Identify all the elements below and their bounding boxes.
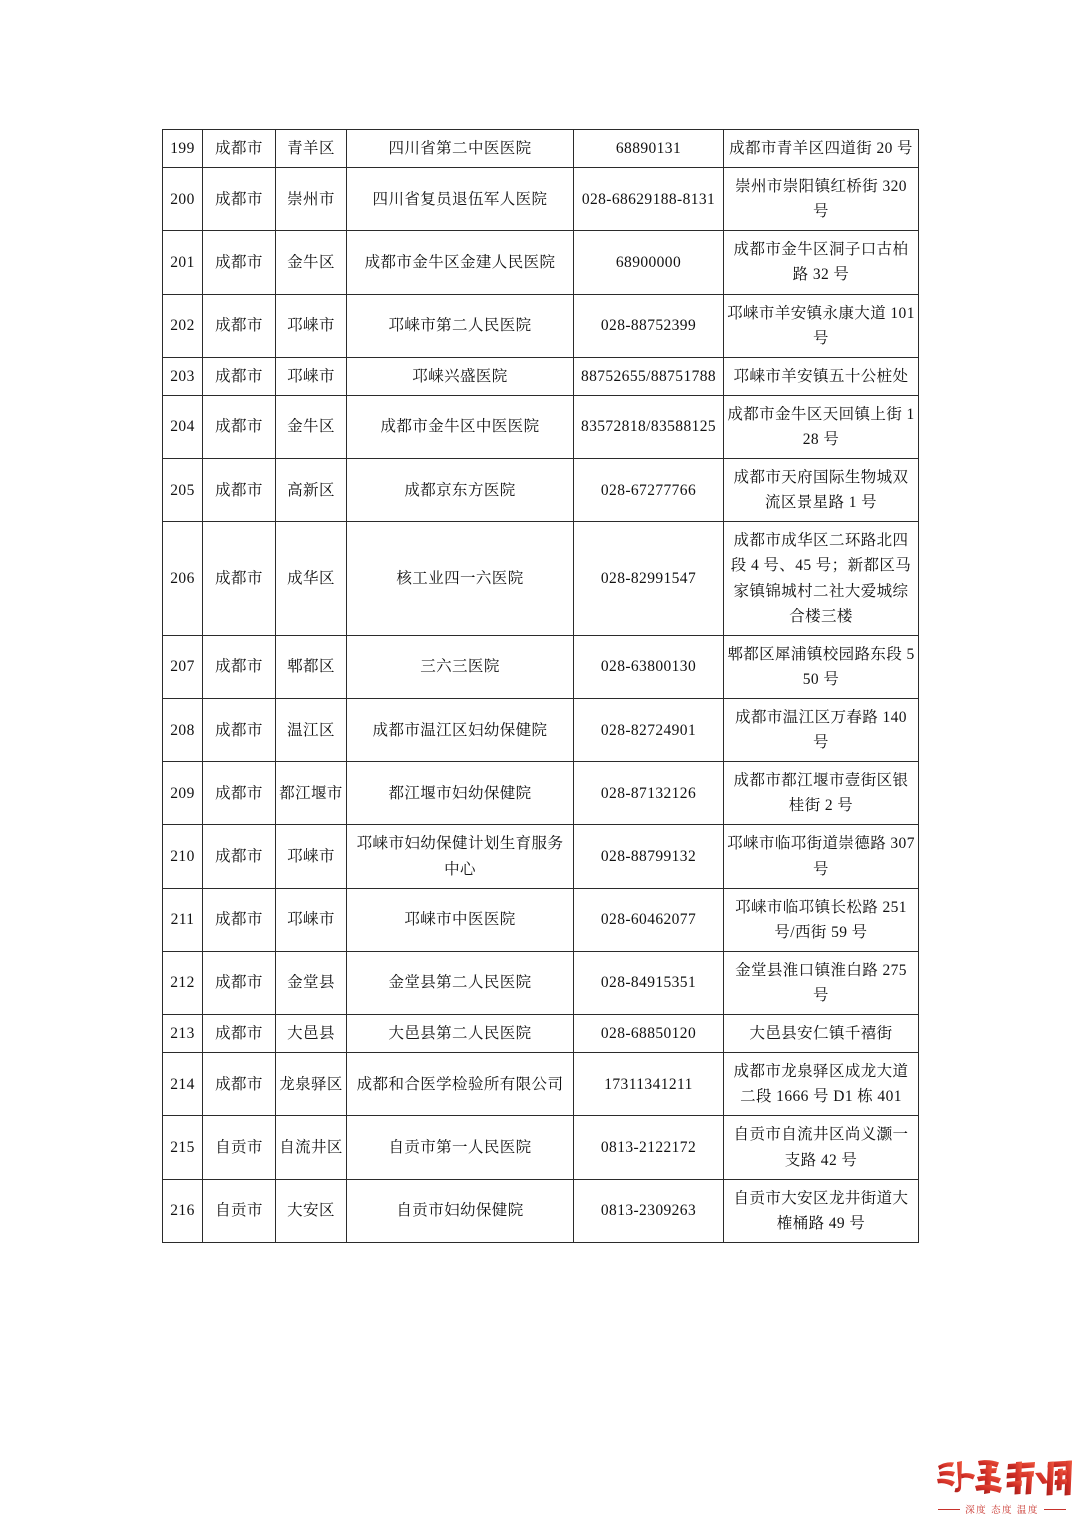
row-index: 201 — [163, 231, 203, 294]
row-facility-name: 核工业四一六医院 — [347, 522, 574, 635]
row-facility-name: 三六三医院 — [347, 635, 574, 698]
row-address: 自贡市自流井区尚义灏一支路 42 号 — [724, 1116, 919, 1179]
row-facility-name: 大邑县第二人民医院 — [347, 1015, 574, 1053]
table-row — [163, 357, 919, 395]
row-index: 206 — [163, 522, 203, 635]
row-phone: 17311341211 — [574, 1053, 724, 1116]
table-row — [163, 888, 919, 951]
table-row — [163, 825, 919, 888]
row-address: 崇州市崇阳镇红桥街 320 号 — [724, 168, 919, 231]
table-row — [163, 459, 919, 522]
row-phone: 028-82991547 — [574, 522, 724, 635]
row-district: 郫都区 — [276, 635, 347, 698]
row-city: 成都市 — [203, 459, 276, 522]
row-district: 都江堰市 — [276, 762, 347, 825]
facility-table-body — [163, 130, 919, 1243]
row-index: 209 — [163, 762, 203, 825]
row-index: 200 — [163, 168, 203, 231]
row-index: 214 — [163, 1053, 203, 1116]
row-address: 成都市龙泉驿区成龙大道二段 1666 号 D1 栋 401 — [724, 1053, 919, 1116]
row-facility-name: 邛崃兴盛医院 — [347, 357, 574, 395]
row-facility-name: 四川省复员退伍军人医院 — [347, 168, 574, 231]
table-row — [163, 1116, 919, 1179]
row-facility-name: 自贡市妇幼保健院 — [347, 1179, 574, 1242]
row-facility-name: 成都和合医学检验所有限公司 — [347, 1053, 574, 1116]
table-row — [163, 1179, 919, 1242]
row-district: 金牛区 — [276, 395, 347, 458]
row-facility-name: 金堂县第二人民医院 — [347, 951, 574, 1014]
row-city: 成都市 — [203, 130, 276, 168]
row-index: 210 — [163, 825, 203, 888]
row-city: 成都市 — [203, 1015, 276, 1053]
row-district: 邛崃市 — [276, 888, 347, 951]
table-row — [163, 231, 919, 294]
row-city: 成都市 — [203, 698, 276, 761]
row-address: 金堂县淮口镇淮白路 275 号 — [724, 951, 919, 1014]
tagline-rule-right — [1044, 1509, 1066, 1510]
row-facility-name: 成都市金牛区金建人民医院 — [347, 231, 574, 294]
row-district: 崇州市 — [276, 168, 347, 231]
row-index: 213 — [163, 1015, 203, 1053]
row-city: 成都市 — [203, 168, 276, 231]
row-phone: 028-67277766 — [574, 459, 724, 522]
facility-table — [162, 129, 919, 1243]
row-district: 青羊区 — [276, 130, 347, 168]
row-phone: 028-63800130 — [574, 635, 724, 698]
row-facility-name: 四川省第二中医医院 — [347, 130, 574, 168]
row-address: 成都市都江堰市壹街区银桂街 2 号 — [724, 762, 919, 825]
row-phone: 028-88799132 — [574, 825, 724, 888]
row-city: 成都市 — [203, 357, 276, 395]
row-address: 成都市金牛区天回镇上街 128 号 — [724, 395, 919, 458]
hongxing-news-logo-icon — [932, 1455, 1072, 1499]
row-city: 成都市 — [203, 635, 276, 698]
row-address: 邛崃市羊安镇永康大道 101 号 — [724, 294, 919, 357]
row-address: 邛崃市羊安镇五十公桩处 — [724, 357, 919, 395]
row-city: 自贡市 — [203, 1116, 276, 1179]
row-facility-name: 成都市金牛区中医医院 — [347, 395, 574, 458]
row-phone: 028-68629188-8131 — [574, 168, 724, 231]
row-city: 成都市 — [203, 1053, 276, 1116]
row-city: 成都市 — [203, 825, 276, 888]
row-index: 211 — [163, 888, 203, 951]
logo-tagline-text: 深度 态度 温度 — [965, 1505, 1039, 1516]
row-address: 成都市天府国际生物城双流区景星路 1 号 — [724, 459, 919, 522]
table-row — [163, 395, 919, 458]
row-district: 金牛区 — [276, 231, 347, 294]
table-row — [163, 762, 919, 825]
table-row — [163, 522, 919, 635]
row-index: 215 — [163, 1116, 203, 1179]
row-facility-name: 成都京东方医院 — [347, 459, 574, 522]
row-district: 大安区 — [276, 1179, 347, 1242]
row-city: 成都市 — [203, 522, 276, 635]
row-district: 温江区 — [276, 698, 347, 761]
row-district: 高新区 — [276, 459, 347, 522]
row-phone: 0813-2309263 — [574, 1179, 724, 1242]
row-phone: 68900000 — [574, 231, 724, 294]
row-address: 成都市温江区万春路 140 号 — [724, 698, 919, 761]
row-facility-name: 邛崃市第二人民医院 — [347, 294, 574, 357]
facility-table-container — [162, 129, 918, 1243]
row-address: 成都市金牛区洞子口古柏路 32 号 — [724, 231, 919, 294]
row-phone: 83572818/83588125 — [574, 395, 724, 458]
row-city: 自贡市 — [203, 1179, 276, 1242]
table-row — [163, 130, 919, 168]
row-facility-name: 邛崃市中医医院 — [347, 888, 574, 951]
table-row — [163, 1053, 919, 1116]
row-district: 龙泉驿区 — [276, 1053, 347, 1116]
row-address: 大邑县安仁镇千禧街 — [724, 1015, 919, 1053]
row-index: 205 — [163, 459, 203, 522]
row-phone: 028-88752399 — [574, 294, 724, 357]
row-index: 212 — [163, 951, 203, 1014]
row-phone: 028-84915351 — [574, 951, 724, 1014]
row-phone: 028-87132126 — [574, 762, 724, 825]
table-row — [163, 168, 919, 231]
row-phone: 0813-2122172 — [574, 1116, 724, 1179]
row-city: 成都市 — [203, 294, 276, 357]
row-district: 邛崃市 — [276, 357, 347, 395]
row-district: 邛崃市 — [276, 294, 347, 357]
row-phone: 028-68850120 — [574, 1015, 724, 1053]
row-index: 216 — [163, 1179, 203, 1242]
row-address: 成都市成华区二环路北四段 4 号、45 号；新都区马家镇锦城村二社大爱城综合楼三楼 — [724, 522, 919, 635]
row-address: 自贡市大安区龙井街道大榷桶路 49 号 — [724, 1179, 919, 1242]
row-phone: 028-82724901 — [574, 698, 724, 761]
row-address: 成都市青羊区四道街 20 号 — [724, 130, 919, 168]
row-phone: 028-60462077 — [574, 888, 724, 951]
row-district: 成华区 — [276, 522, 347, 635]
row-phone: 68890131 — [574, 130, 724, 168]
row-district: 大邑县 — [276, 1015, 347, 1053]
row-district: 金堂县 — [276, 951, 347, 1014]
logo-tagline-row — [932, 1502, 1072, 1516]
row-facility-name: 邛崃市妇幼保健计划生育服务中心 — [347, 825, 574, 888]
row-address: 邛崃市临邛街道崇德路 307 号 — [724, 825, 919, 888]
row-facility-name: 成都市温江区妇幼保健院 — [347, 698, 574, 761]
row-index: 203 — [163, 357, 203, 395]
row-index: 199 — [163, 130, 203, 168]
row-phone: 88752655/88751788 — [574, 357, 724, 395]
row-city: 成都市 — [203, 888, 276, 951]
row-index: 202 — [163, 294, 203, 357]
tagline-rule-left — [938, 1509, 960, 1510]
table-row — [163, 951, 919, 1014]
publisher-logo — [932, 1455, 1072, 1516]
row-city: 成都市 — [203, 762, 276, 825]
row-address: 郫都区犀浦镇校园路东段 550 号 — [724, 635, 919, 698]
row-facility-name: 自贡市第一人民医院 — [347, 1116, 574, 1179]
row-district: 自流井区 — [276, 1116, 347, 1179]
row-index: 207 — [163, 635, 203, 698]
row-index: 208 — [163, 698, 203, 761]
row-city: 成都市 — [203, 395, 276, 458]
row-district: 邛崃市 — [276, 825, 347, 888]
table-row — [163, 635, 919, 698]
row-facility-name: 都江堰市妇幼保健院 — [347, 762, 574, 825]
row-index: 204 — [163, 395, 203, 458]
table-row — [163, 294, 919, 357]
row-address: 邛崃市临邛镇长松路 251 号/西街 59 号 — [724, 888, 919, 951]
row-city: 成都市 — [203, 231, 276, 294]
table-row — [163, 1015, 919, 1053]
row-city: 成都市 — [203, 951, 276, 1014]
table-row — [163, 698, 919, 761]
